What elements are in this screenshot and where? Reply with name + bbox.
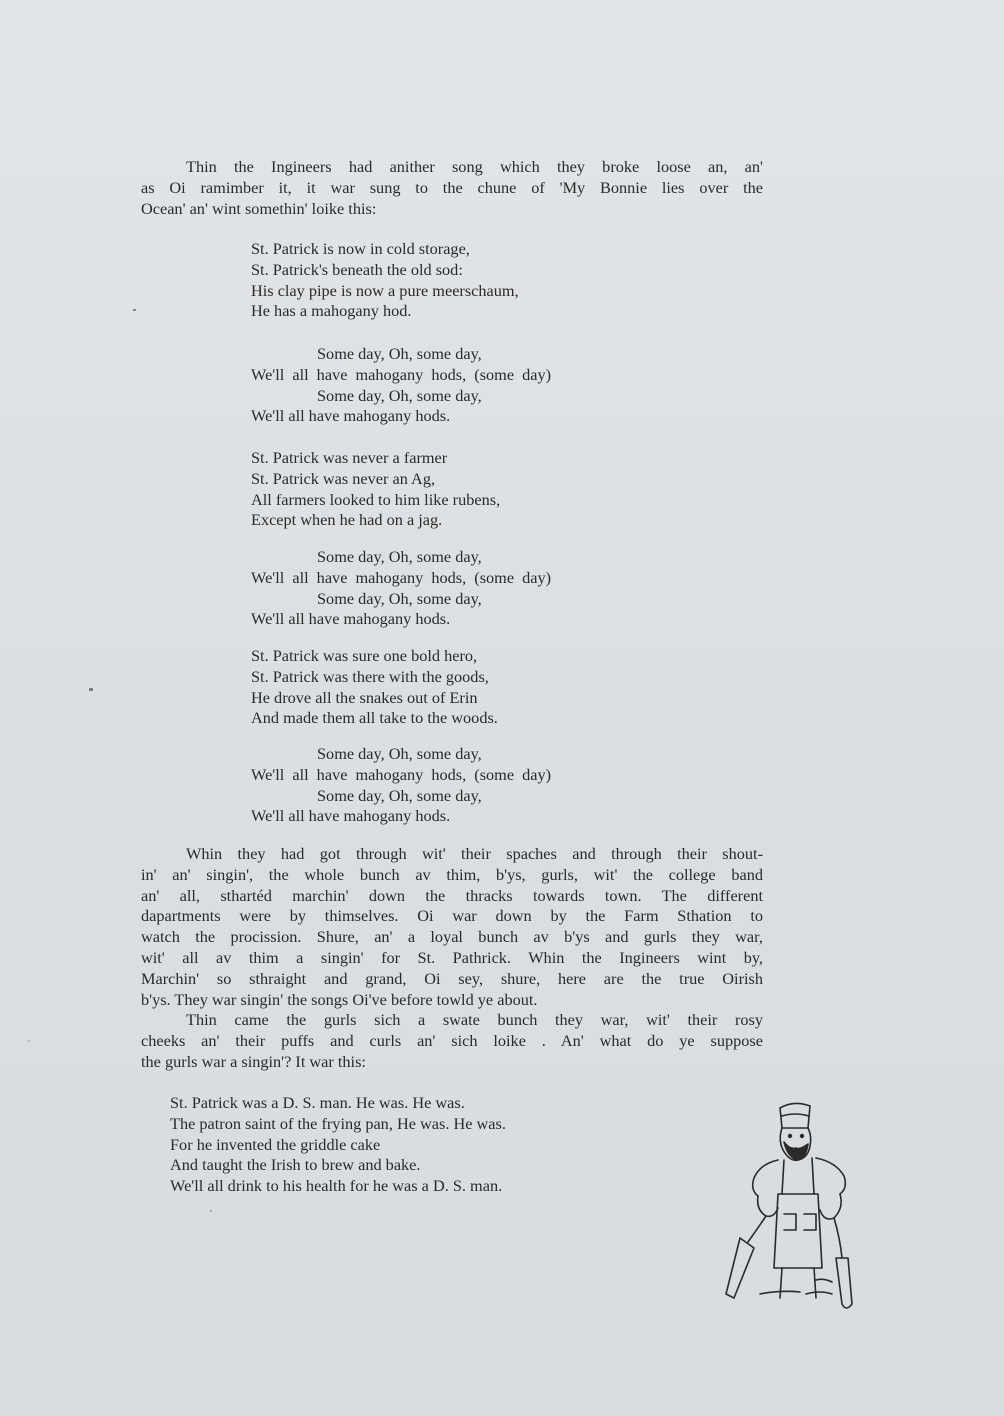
verse-line: And made them all take to the woods. (251, 708, 498, 728)
scan-speck (28, 1040, 30, 1042)
verse-line: St. Patrick is now in cold storage, (251, 239, 470, 258)
chorus-line: Some day, Oh, some day, (317, 547, 482, 566)
gurls-song-line: And taught the Irish to brew and bake. (170, 1155, 421, 1175)
parade-line: Marchin' so sthraight and grand, Oi sey, shure, here are the true Oirish (141, 968, 763, 988)
scan-speck (89, 688, 93, 691)
parade-line: dapartments were by thimselves. Oi war down by the Farm Sthation to (141, 906, 763, 926)
song-verse-3 (251, 646, 671, 729)
intro-line: Ocean' an' wint somethin' loike this: (141, 198, 377, 218)
verse-line: Except when he had on a jag. (251, 510, 443, 530)
scan-speck (133, 309, 136, 311)
cook-with-cleaver-drawing-icon (720, 1098, 870, 1316)
chorus-line: We'll all have mahogany hods, (some day) (251, 764, 552, 784)
verse-line: His clay pipe is now a pure meerschaum, (251, 280, 519, 300)
gurls-song-line: We'll all drink to his health for he was a D. S. man. (170, 1176, 503, 1196)
song-chorus-2 (251, 547, 671, 630)
verse-line: St. Patrick was never a farmer (251, 448, 448, 467)
parade-line: watch the procission. Shure, an' a loyal bunch av b'ys and gurls they war, (141, 927, 763, 947)
verse-line: He has a mahogany hod. (251, 301, 412, 321)
scan-speck (210, 1210, 212, 1212)
gurls-song-line: The patron saint of the frying pan, He was. He was. (170, 1113, 506, 1133)
chorus-line: We'll all have mahogany hods, (some day) (251, 567, 552, 587)
song-chorus-3 (251, 744, 671, 827)
parade-line: b'ys. They war singin' the songs Oi've before towld ye about. (141, 989, 538, 1009)
verse-line: St. Patrick's beneath the old sod: (251, 259, 463, 279)
song-verse-2 (251, 448, 671, 531)
parade-line: Whin they had got through wit' their spaches and through their shout- (186, 844, 763, 863)
intro-line: as Oi ramimber it, it war sung to the chune of 'My Bonnie lies over the (141, 177, 763, 197)
song-chorus-1 (251, 344, 671, 427)
chorus-line: We'll all have mahogany hods. (251, 806, 451, 826)
gurls-paragraph (141, 1010, 763, 1072)
parade-line: an' all, sthartéd marchin' down the thracks towards town. The different (141, 885, 763, 905)
verse-line: St. Patrick was there with the goods, (251, 666, 489, 686)
intro-paragraph (141, 157, 763, 219)
gurls-line: the gurls war a singin'? It war this: (141, 1051, 366, 1071)
intro-line: Thin the Ingineers had anither song which they broke loose an, an' (186, 157, 763, 176)
chorus-line: We'll all have mahogany hods. (251, 406, 451, 426)
parade-line: in' an' singin', the whole bunch av thim, b'ys, gurls, wit' the college band (141, 864, 763, 884)
verse-line: All farmers looked to him like rubens, (251, 489, 501, 509)
chorus-line: Some day, Oh, some day, (317, 785, 482, 805)
song-verse-1 (251, 239, 671, 322)
gurls-song-line: For he invented the griddle cake (170, 1134, 381, 1154)
chorus-line: Some day, Oh, some day, (317, 344, 482, 363)
chorus-line: We'll all have mahogany hods, (some day) (251, 364, 552, 384)
parade-paragraph (141, 844, 763, 1010)
verse-line: St. Patrick was sure one bold hero, (251, 646, 478, 665)
parade-line: wit' all av thim a singin' for St. Pathrick. Whin the Ingineers wint by, (141, 947, 763, 967)
verse-line: He drove all the snakes out of Erin (251, 687, 478, 707)
chorus-line: Some day, Oh, some day, (317, 744, 482, 763)
chorus-line: Some day, Oh, some day, (317, 588, 482, 608)
chorus-line: Some day, Oh, some day, (317, 385, 482, 405)
gurls-line: cheeks an' their puffs and curls an' sich loike . An' what do ye suppose (141, 1030, 763, 1050)
gurls-line: Thin came the gurls sich a swate bunch they war, wit' their rosy (186, 1010, 763, 1029)
verse-line: St. Patrick was never an Ag, (251, 468, 436, 488)
chorus-line: We'll all have mahogany hods. (251, 609, 451, 629)
gurls-song-line: St. Patrick was a D. S. man. He was. He was. (170, 1093, 465, 1112)
gurls-song (170, 1093, 670, 1197)
